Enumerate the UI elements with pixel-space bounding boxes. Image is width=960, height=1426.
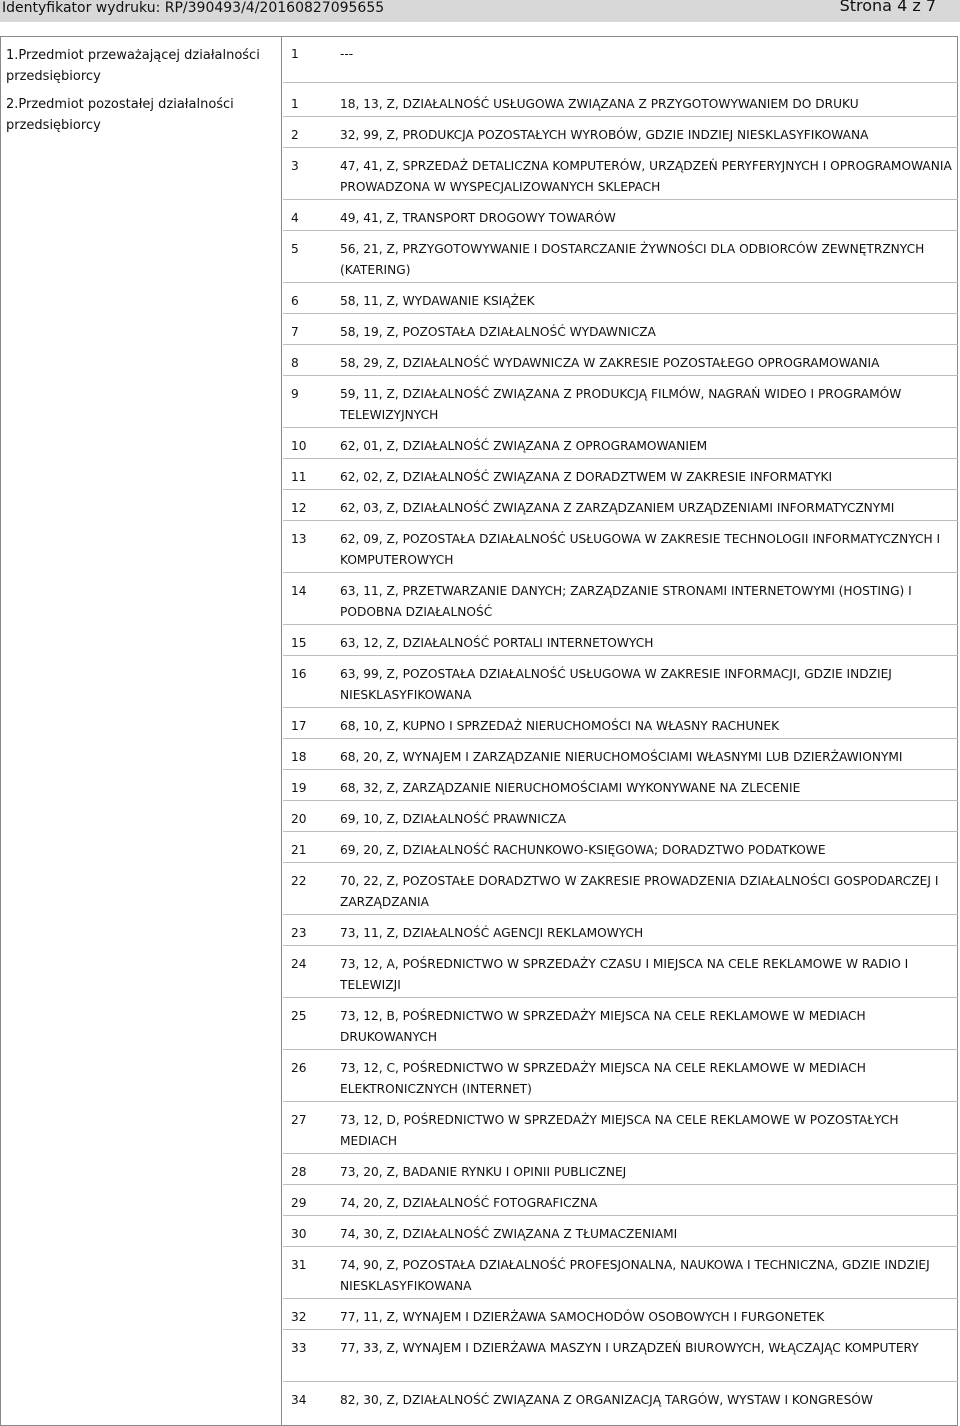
row-number: 14 [291, 584, 307, 598]
row-divider [283, 655, 958, 656]
row-text: 58, 29, Z, DZIAŁALNOŚĆ WYDAWNICZA W ZAKRESIE POZOSTAŁEGO OPROGRAMOWANIA [340, 356, 880, 370]
row-number: 1 [291, 97, 299, 111]
row-text: 69, 10, Z, DZIAŁALNOŚĆ PRAWNICZA [340, 812, 567, 826]
print-identifier: Identyfikator wydruku: RP/390493/4/20160827095655 [2, 0, 385, 16]
row-divider [283, 199, 958, 200]
row-text: 59, 11, Z, DZIAŁALNOŚĆ ZWIĄZANA Z PRODUKCJĄ FILMÓW, NAGRAŃ WIDEO I PROGRAMÓW TELEWIZYJNYCH [340, 387, 902, 422]
row-text: 63, 12, Z, DZIAŁALNOŚĆ PORTALI INTERNETOWYCH [340, 636, 654, 650]
row-number: 20 [291, 812, 307, 826]
row-divider [283, 769, 958, 770]
row-text: 73, 12, C, POŚREDNICTWO W SPRZEDAŻY MIEJSCA NA CELE REKLAMOWE W MEDIACH ELEKTRONICZNYCH (INTERNET) [340, 1061, 866, 1096]
row-number: 25 [291, 1009, 307, 1023]
row-text: 47, 41, Z, SPRZEDAŻ DETALICZNA KOMPUTERÓW, URZĄDZEŃ PERYFERYJNYCH I OPROGRAMOWANIA PROWADZONA W WYSPECJALIZOWANYCH SKLEPACH [340, 159, 952, 194]
row-divider [283, 1298, 958, 1299]
row-text: 68, 10, Z, KUPNO I SPRZEDAŻ NIERUCHOMOŚCI NA WŁASNY RACHUNEK [340, 719, 780, 733]
row-divider [283, 1215, 958, 1216]
row-number: 21 [291, 843, 307, 857]
row-number: 16 [291, 667, 307, 681]
row-number: 26 [291, 1061, 307, 1075]
row-text: 68, 20, Z, WYNAJEM I ZARZĄDZANIE NIERUCHOMOŚCIAMI WŁASNYMI LUB DZIERŻAWIONYMI [340, 750, 903, 764]
row-text: 58, 11, Z, WYDAWANIE KSIĄŻEK [340, 294, 535, 308]
row-text: 73, 12, B, POŚREDNICTWO W SPRZEDAŻY MIEJSCA NA CELE REKLAMOWE W MEDIACH DRUKOWANYCH [340, 1009, 866, 1044]
main-activity-label: 1.Przedmiot przeważającej działalności przedsiębiorcy [6, 48, 260, 84]
row-text: 69, 20, Z, DZIAŁALNOŚĆ RACHUNKOWO-KSIĘGOWA; DORADZTWO PODATKOWE [340, 843, 826, 857]
row-divider [283, 1329, 958, 1330]
row-number: 29 [291, 1196, 307, 1210]
row-divider [283, 230, 958, 231]
row-number: 22 [291, 874, 307, 888]
row-divider [283, 489, 958, 490]
row-text: 77, 11, Z, WYNAJEM I DZIERŻAWA SAMOCHODÓW OSOBOWYCH I FURGONETEK [340, 1310, 825, 1324]
row-divider [283, 344, 958, 345]
row-number: 32 [291, 1310, 307, 1324]
row-divider [283, 624, 958, 625]
row-number: 10 [291, 439, 307, 453]
row-text: 73, 20, Z, BADANIE RYNKU I OPINII PUBLICZNEJ [340, 1165, 627, 1179]
row-text: 73, 12, A, POŚREDNICTWO W SPRZEDAŻY CZASU I MIEJSCA NA CELE REKLAMOWE W RADIO I TELEWIZJI [340, 957, 909, 992]
row-divider [283, 282, 958, 283]
row-number: 18 [291, 750, 307, 764]
row-text: 82, 30, Z, DZIAŁALNOŚĆ ZWIĄZANA Z ORGANIZACJĄ TARGÓW, WYSTAW I KONGRESÓW [340, 1393, 873, 1407]
row-text: 49, 41, Z, TRANSPORT DROGOWY TOWARÓW [340, 211, 616, 225]
row-divider [283, 945, 958, 946]
row-text: 62, 01, Z, DZIAŁALNOŚĆ ZWIĄZANA Z OPROGRAMOWANIEM [340, 439, 708, 453]
row-divider [283, 116, 958, 117]
row-divider [283, 1184, 958, 1185]
row-text: 77, 33, Z, WYNAJEM I DZIERŻAWA MASZYN I URZĄDZEŃ BIUROWYCH, WŁĄCZAJĄC KOMPUTERY [340, 1341, 919, 1355]
row-text: --- [340, 47, 354, 61]
row-number: 30 [291, 1227, 307, 1241]
row-divider [283, 313, 958, 314]
row-number: 1 [291, 47, 299, 61]
row-number: 5 [291, 242, 299, 256]
row-text: 68, 32, Z, ZARZĄDZANIE NIERUCHOMOŚCIAMI WYKONYWANE NA ZLECENIE [340, 781, 801, 795]
print-header [0, 0, 960, 22]
row-divider [283, 82, 958, 83]
row-number: 34 [291, 1393, 307, 1407]
row-text: 74, 20, Z, DZIAŁALNOŚĆ FOTOGRAFICZNA [340, 1196, 598, 1210]
row-text: 70, 22, Z, POZOSTAŁE DORADZTWO W ZAKRESIE PROWADZENIA DZIAŁALNOŚCI GOSPODARCZEJ I ZARZĄDZANIA [340, 874, 939, 909]
row-number: 7 [291, 325, 299, 339]
row-number: 8 [291, 356, 299, 370]
row-number: 11 [291, 470, 307, 484]
row-number: 17 [291, 719, 307, 733]
page-number: Strona 4 z 7 [839, 0, 936, 15]
row-text: 73, 11, Z, DZIAŁALNOŚĆ AGENCJI REKLAMOWYCH [340, 926, 644, 940]
row-number: 28 [291, 1165, 307, 1179]
row-number: 6 [291, 294, 299, 308]
row-number: 13 [291, 532, 307, 546]
row-divider [283, 831, 958, 832]
row-divider [283, 1101, 958, 1102]
row-number: 3 [291, 159, 299, 173]
row-text: 18, 13, Z, DZIAŁALNOŚĆ USŁUGOWA ZWIĄZANA Z PRZYGOTOWYWANIEM DO DRUKU [340, 97, 859, 111]
other-activity-label: 2.Przedmiot pozostałej działalności przedsiębiorcy [6, 97, 234, 133]
row-divider [283, 1381, 958, 1382]
row-text: 62, 09, Z, POZOSTAŁA DZIAŁALNOŚĆ USŁUGOWA W ZAKRESIE TECHNOLOGII INFORMATYCZNYCH I KOMPUTEROWYCH [340, 532, 941, 567]
row-divider [283, 520, 958, 521]
row-text: 74, 30, Z, DZIAŁALNOŚĆ ZWIĄZANA Z TŁUMACZENIAMI [340, 1227, 678, 1241]
row-text: 63, 11, Z, PRZETWARZANIE DANYCH; ZARZĄDZANIE STRONAMI INTERNETOWYMI (HOSTING) I PODOBNA DZIAŁALNOŚĆ [340, 584, 912, 619]
row-divider [283, 800, 958, 801]
row-divider [283, 375, 958, 376]
section-label-column [0, 36, 282, 1426]
row-text: 74, 90, Z, POZOSTAŁA DZIAŁALNOŚĆ PROFESJONALNA, NAUKOWA I TECHNICZNA, GDZIE INDZIEJ NIESKLASYFIKOWANA [340, 1258, 930, 1293]
row-number: 23 [291, 926, 307, 940]
row-divider [283, 707, 958, 708]
row-number: 9 [291, 387, 299, 401]
row-divider [283, 738, 958, 739]
row-number: 12 [291, 501, 307, 515]
row-divider [283, 997, 958, 998]
row-divider [283, 914, 958, 915]
row-number: 24 [291, 957, 307, 971]
row-text: 32, 99, Z, PRODUKCJA POZOSTAŁYCH WYROBÓW, GDZIE INDZIEJ NIESKLASYFIKOWANA [340, 128, 869, 142]
row-text: 63, 99, Z, POZOSTAŁA DZIAŁALNOŚĆ USŁUGOWA W ZAKRESIE INFORMACJI, GDZIE INDZIEJ NIESKLASYFIKOWANA [340, 667, 892, 702]
row-divider [283, 458, 958, 459]
row-divider [283, 1049, 958, 1050]
row-text: 58, 19, Z, POZOSTAŁA DZIAŁALNOŚĆ WYDAWNICZA [340, 325, 656, 339]
row-number: 2 [291, 128, 299, 142]
row-divider [283, 427, 958, 428]
row-number: 15 [291, 636, 307, 650]
row-text: 62, 02, Z, DZIAŁALNOŚĆ ZWIĄZANA Z DORADZTWEM W ZAKRESIE INFORMATYKI [340, 470, 833, 484]
row-divider [283, 862, 958, 863]
row-text: 62, 03, Z, DZIAŁALNOŚĆ ZWIĄZANA Z ZARZĄDZANIEM URZĄDZENIAMI INFORMATYCZNYMI [340, 501, 895, 515]
row-number: 31 [291, 1258, 307, 1272]
row-divider [283, 1153, 958, 1154]
row-number: 4 [291, 211, 299, 225]
row-divider [283, 572, 958, 573]
row-text: 56, 21, Z, PRZYGOTOWYWANIE I DOSTARCZANIE ŻYWNOŚCI DLA ODBIORCÓW ZEWNĘTRZNYCH (KATERING) [340, 242, 925, 277]
row-number: 27 [291, 1113, 307, 1127]
row-divider [283, 147, 958, 148]
row-text: 73, 12, D, POŚREDNICTWO W SPRZEDAŻY MIEJSCA NA CELE REKLAMOWE W POZOSTAŁYCH MEDIACH [340, 1113, 899, 1148]
row-number: 33 [291, 1341, 307, 1355]
row-divider [283, 1246, 958, 1247]
row-number: 19 [291, 781, 307, 795]
